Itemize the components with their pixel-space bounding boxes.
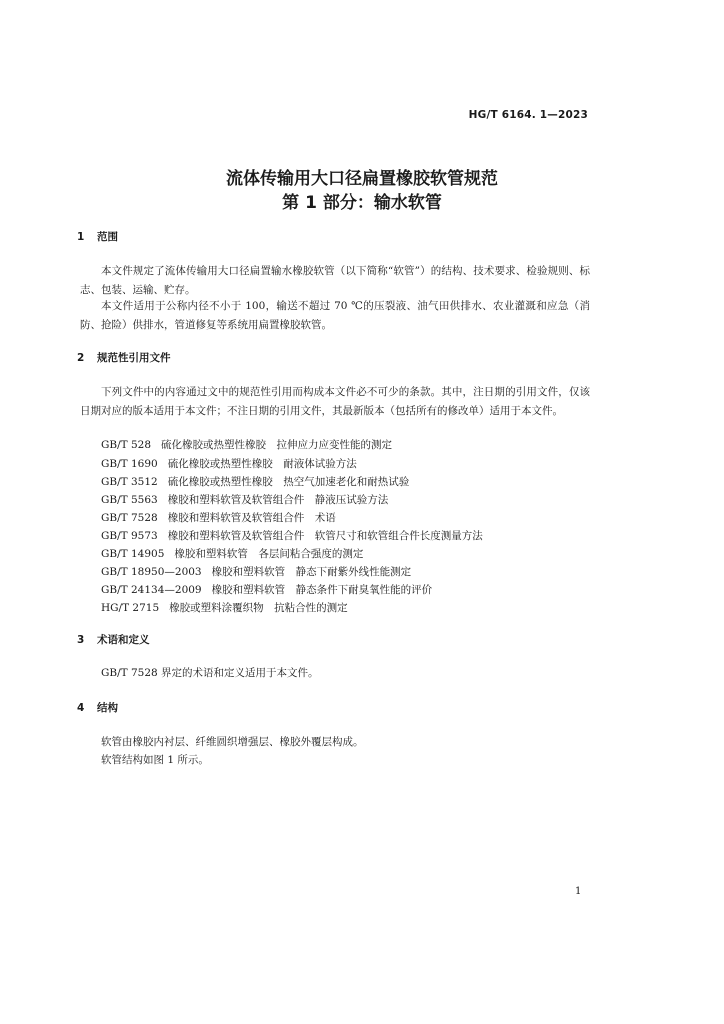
page-number: 1 xyxy=(575,886,582,897)
paragraph: 软管由橡胶内衬层、纤维圆织增强层、橡胶外覆层构成。 xyxy=(101,736,364,748)
reference-item xyxy=(101,437,392,452)
reference-title: 硫化橡胶或热塑性橡胶 耐液体试验方法 xyxy=(167,458,357,470)
section-number: 2 xyxy=(77,352,85,364)
paragraph: 下列文件中的内容通过文中的规范性引用而构成本文件必不可少的条款。其中，注日期的引用文件，仅该日期对应的版本适用于本文件；不注日期的引用文件，其最新版本（包括所有的修改单）适用于本文件。 xyxy=(80,386,590,417)
reference-item xyxy=(101,582,432,597)
reference-title: 橡胶和塑料软管 各层间粘合强度的测定 xyxy=(174,548,364,560)
reference-code: GB/T 5563 xyxy=(101,494,158,506)
section-title: 术语和定义 xyxy=(97,634,150,646)
reference-item xyxy=(101,564,411,579)
section-number: 1 xyxy=(77,231,85,243)
paragraph: GB/T 7528 界定的术语和定义适用于本文件。 xyxy=(101,667,319,679)
reference-code: GB/T 3512 xyxy=(101,476,158,488)
reference-item xyxy=(101,510,336,525)
reference-title: 橡胶和塑料软管及软管组合件 软管尺寸和软管组合件长度测量方法 xyxy=(167,530,483,542)
section-3-heading xyxy=(77,632,150,647)
reference-title: 橡胶或塑料涂覆织物 抗粘合性的测定 xyxy=(169,602,348,614)
reference-code: GB/T 9573 xyxy=(101,530,158,542)
section-number: 4 xyxy=(77,702,85,714)
document-title: 流体传输用大口径扁置橡胶软管规范 xyxy=(226,169,498,189)
document-subtitle: 第 1 部分：输水软管 xyxy=(282,193,442,213)
reference-item xyxy=(101,456,357,471)
reference-item xyxy=(101,546,363,561)
standard-number: HG/T 6164. 1—2023 xyxy=(468,109,588,121)
reference-code: GB/T 14905 xyxy=(101,548,165,560)
reference-title: 橡胶和塑料软管 静态条件下耐臭氧性能的评价 xyxy=(211,584,433,596)
reference-code: GB/T 528 xyxy=(101,439,152,451)
reference-title: 硫化橡胶或热塑性橡胶 热空气加速老化和耐热试验 xyxy=(167,476,410,488)
reference-title: 橡胶和塑料软管 静态下耐紫外线性能测定 xyxy=(211,566,412,578)
section-title: 范围 xyxy=(97,231,118,243)
reference-code: GB/T 7528 xyxy=(101,512,158,524)
section-1-heading xyxy=(77,229,118,244)
reference-title: 橡胶和塑料软管及软管组合件 术语 xyxy=(167,512,336,524)
paragraph: 软管结构如图 1 所示。 xyxy=(101,754,209,766)
reference-item xyxy=(101,600,348,615)
paragraph: 本文件规定了流体传输用大口径扁置输水橡胶软管（以下简称“软管”）的结构、技术要求、检验规则、标志、包装、运输、贮存。 xyxy=(80,265,590,296)
section-title: 结构 xyxy=(97,702,118,714)
reference-code: GB/T 24134—2009 xyxy=(101,584,202,596)
section-4-heading xyxy=(77,700,118,715)
section-2-heading xyxy=(77,350,171,365)
reference-item xyxy=(101,528,483,543)
reference-title: 橡胶和塑料软管及软管组合件 静液压试验方法 xyxy=(167,494,389,506)
section-title: 规范性引用文件 xyxy=(97,352,171,364)
reference-item xyxy=(101,492,388,507)
reference-item xyxy=(101,474,409,489)
paragraph: 本文件适用于公称内径不小于 100，输送不超过 70 ℃的压裂液、油气田供排水、农业灌溉和应急（消防、抢险）供排水，管道修复等系统用扁置橡胶软管。 xyxy=(80,300,590,331)
section-number: 3 xyxy=(77,634,85,646)
reference-title: 硫化橡胶或热塑性橡胶 拉伸应力应变性能的测定 xyxy=(161,439,393,451)
reference-code: GB/T 18950—2003 xyxy=(101,566,202,578)
reference-code: HG/T 2715 xyxy=(101,602,160,614)
reference-code: GB/T 1690 xyxy=(101,458,158,470)
